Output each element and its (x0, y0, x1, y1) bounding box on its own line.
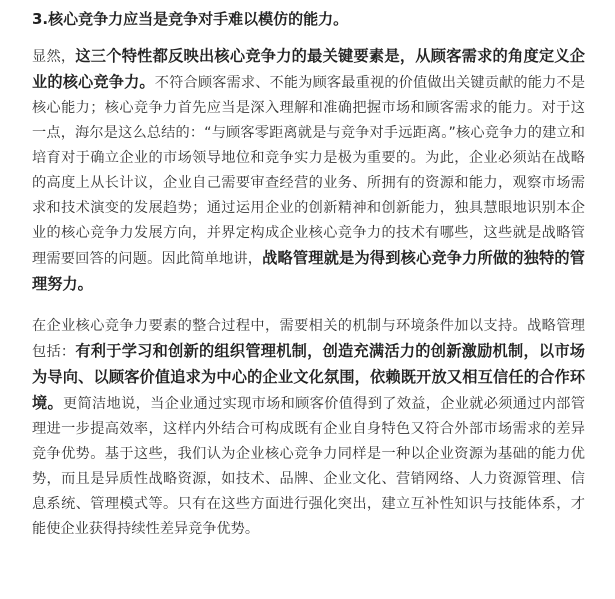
paragraph-2-run: 在企业核心竞争力要素的整合过程中，需要相关的机制与环境条件加以支持。战略管理包括： (32, 318, 585, 360)
paragraph-2-run: 更简洁地说，当企业通过实现市场和顾客价值得到了效益，企业就必须通过内部管理进一步提高效率，这样内外结合可构成既有企业自身特色又符合外部市场需求的差异竞争优势。基于这些，我们认为企业核心竞争力同样是一种以企业资源为基础的能力优势，而且是异质性战略资源，如技术、品牌、企业文化、营销网络、人力资源管理、信息系统、管理模式等。只有在这些方面进行强化突出，建立互补性知识与技能体系，才能使企业获得持续性差异竞争优势。 (32, 396, 586, 537)
paragraph-1-bold-run: 这三个特性都反映出核心竞争力的最关键要素是，从顾客需求的角度定义企业的核心竞争力。 (32, 47, 585, 91)
paragraph-1 (32, 44, 585, 298)
paragraph-1-bold-run: 战略管理就是为得到核心竞争力所做的独特的管理努力。 (32, 249, 585, 293)
paragraph-1-run: 不符合顾客需求、不能为顾客最重视的价值做出关键贡献的能力不是核心能力；核心竞争力首先应当是深入理解和准确把握市场和顾客需求的能力。对于这一点，海尔是这么总结的：“与顾客零距离就是与竞争对手远距离。”核心竞争力的建立和培育对于确立企业的市场领导地位和竞争实力是极为重要的。为此，企业必须站在战略的高度上从长计议，企业自己需要审查经营的业务、所拥有的资源和能力，观察市场需求和技术演变的发展趋势；通过运用企业的创新精神和创新能力，独具慧眼地识别本企业的核心竞争力发展方向，并界定构成企业核心竞争力的技术有哪些，这些就是战略管理需要回答的问题。因此简单地讲， (32, 75, 586, 267)
section-heading: 3.核心竞争力应当是竞争对手难以模仿的能力。 (32, 10, 349, 28)
paragraph-1-run: 显然， (32, 49, 76, 65)
paragraph-2-bold-run: 有利于学习和创新的组织管理机制，创造充满活力的创新激励机制，以市场为导向、以顾客价值追求为中心的企业文化氛围，依赖既开放又相互信任的合作环境。 (32, 342, 585, 412)
paragraph-2 (32, 314, 585, 542)
